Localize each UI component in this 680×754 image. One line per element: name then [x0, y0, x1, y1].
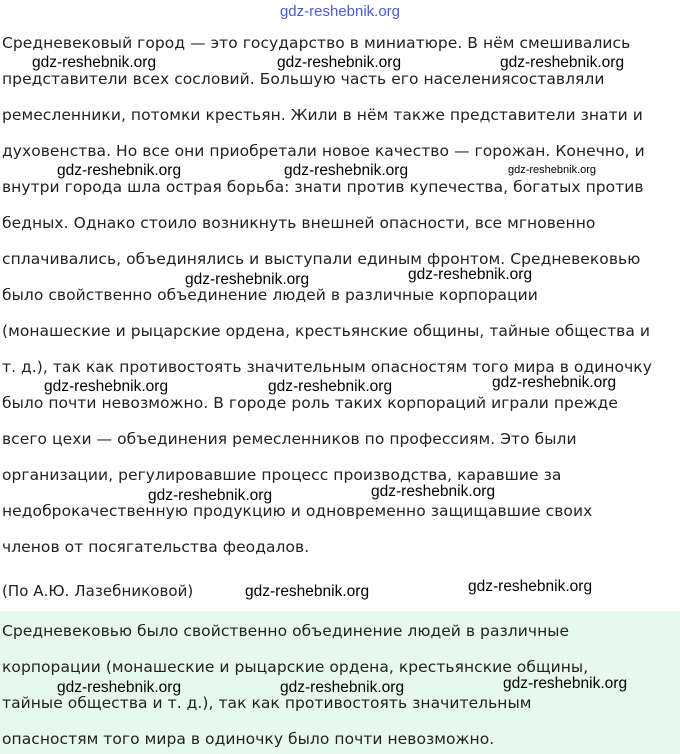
watermark: gdz-reshebnik.org — [185, 271, 310, 288]
highlight-line-2: корпорации (монашеские и рыцарские ордена, крестьянские общины, — [2, 658, 589, 676]
text-line-11: было почти невозможно. В городе роль таких корпораций играли прежде — [2, 394, 618, 412]
watermark: gdz-reshebnik.org — [44, 378, 169, 395]
watermark: gdz-reshebnik.org — [57, 679, 182, 696]
watermark: gdz-reshebnik.org — [280, 679, 405, 696]
highlight-line-4: опасностям того мира в одиночку было почти невозможно. — [2, 730, 495, 748]
watermark: gdz-reshebnik.org — [408, 266, 533, 283]
text-line-8: было свойственно объединение людей в различные корпорации — [2, 286, 538, 304]
text-line-10: т. д.), так как противостоять значительным опасностям того мира в одиночку — [2, 358, 652, 376]
watermark: gdz-reshebnik.org — [245, 583, 370, 600]
watermark: gdz-reshebnik.org — [508, 164, 597, 176]
highlight-line-3: тайные общества и т. д.), так как противостоять значительным — [2, 694, 532, 712]
text-line-2: представители всех сословий. Большую часть его населениясоставляли — [2, 70, 605, 88]
text-line-7: сплачивались, объединялись и выступали единым фронтом. Средневековью — [2, 250, 641, 268]
watermark: gdz-reshebnik.org — [284, 162, 409, 179]
watermark: gdz-reshebnik.org — [503, 675, 628, 692]
text-line-15: членов от посягательства феодалов. — [2, 538, 310, 556]
text-line-6: бедных. Однако стоило возникнуть внешней опасности, все мгновенно — [2, 214, 596, 232]
watermark: gdz-reshebnik.org — [468, 578, 593, 595]
text-line-12: всего цехи — объединения ремесленников по профессиям. Это были — [2, 430, 577, 448]
highlight-line-1: Средневековью было свойственно объединение людей в различные — [2, 622, 570, 640]
watermark: gdz-reshebnik.org — [32, 54, 157, 71]
watermark: gdz-reshebnik.org — [500, 54, 625, 71]
text-line-1: Средневековый город — это государство в миниатюре. В нём смешивались — [2, 34, 631, 52]
watermark: gdz-reshebnik.org — [57, 162, 182, 179]
text-line-3: ремесленники, потомки крестьян. Жили в нём также представители знати и — [2, 106, 643, 124]
text-line-9: (монашеские и рыцарские ордена, крестьянские общины, тайные общества и — [2, 322, 650, 340]
watermark: gdz-reshebnik.org — [268, 378, 393, 395]
watermark: gdz-reshebnik.org — [277, 54, 402, 71]
text-line-13: организации, регулировавшие процесс производства, каравшие за — [2, 466, 562, 484]
text-line-4: духовенства. Но все они приобретали новое качество — горожан. Конечно, и — [2, 142, 645, 160]
watermark: gdz-reshebnik.org — [492, 374, 617, 391]
text-line-5: внутри города шла острая борьба: знати против купечества, богатых против — [2, 178, 644, 196]
watermark: gdz-reshebnik.org — [148, 487, 273, 504]
attribution: (По А.Ю. Лазебниковой) — [2, 582, 194, 600]
top-watermark: gdz-reshebnik.org — [279, 3, 401, 20]
text-line-14: недоброкачественную продукцию и одновременно защищавшие своих — [2, 502, 593, 520]
watermark: gdz-reshebnik.org — [371, 483, 496, 500]
